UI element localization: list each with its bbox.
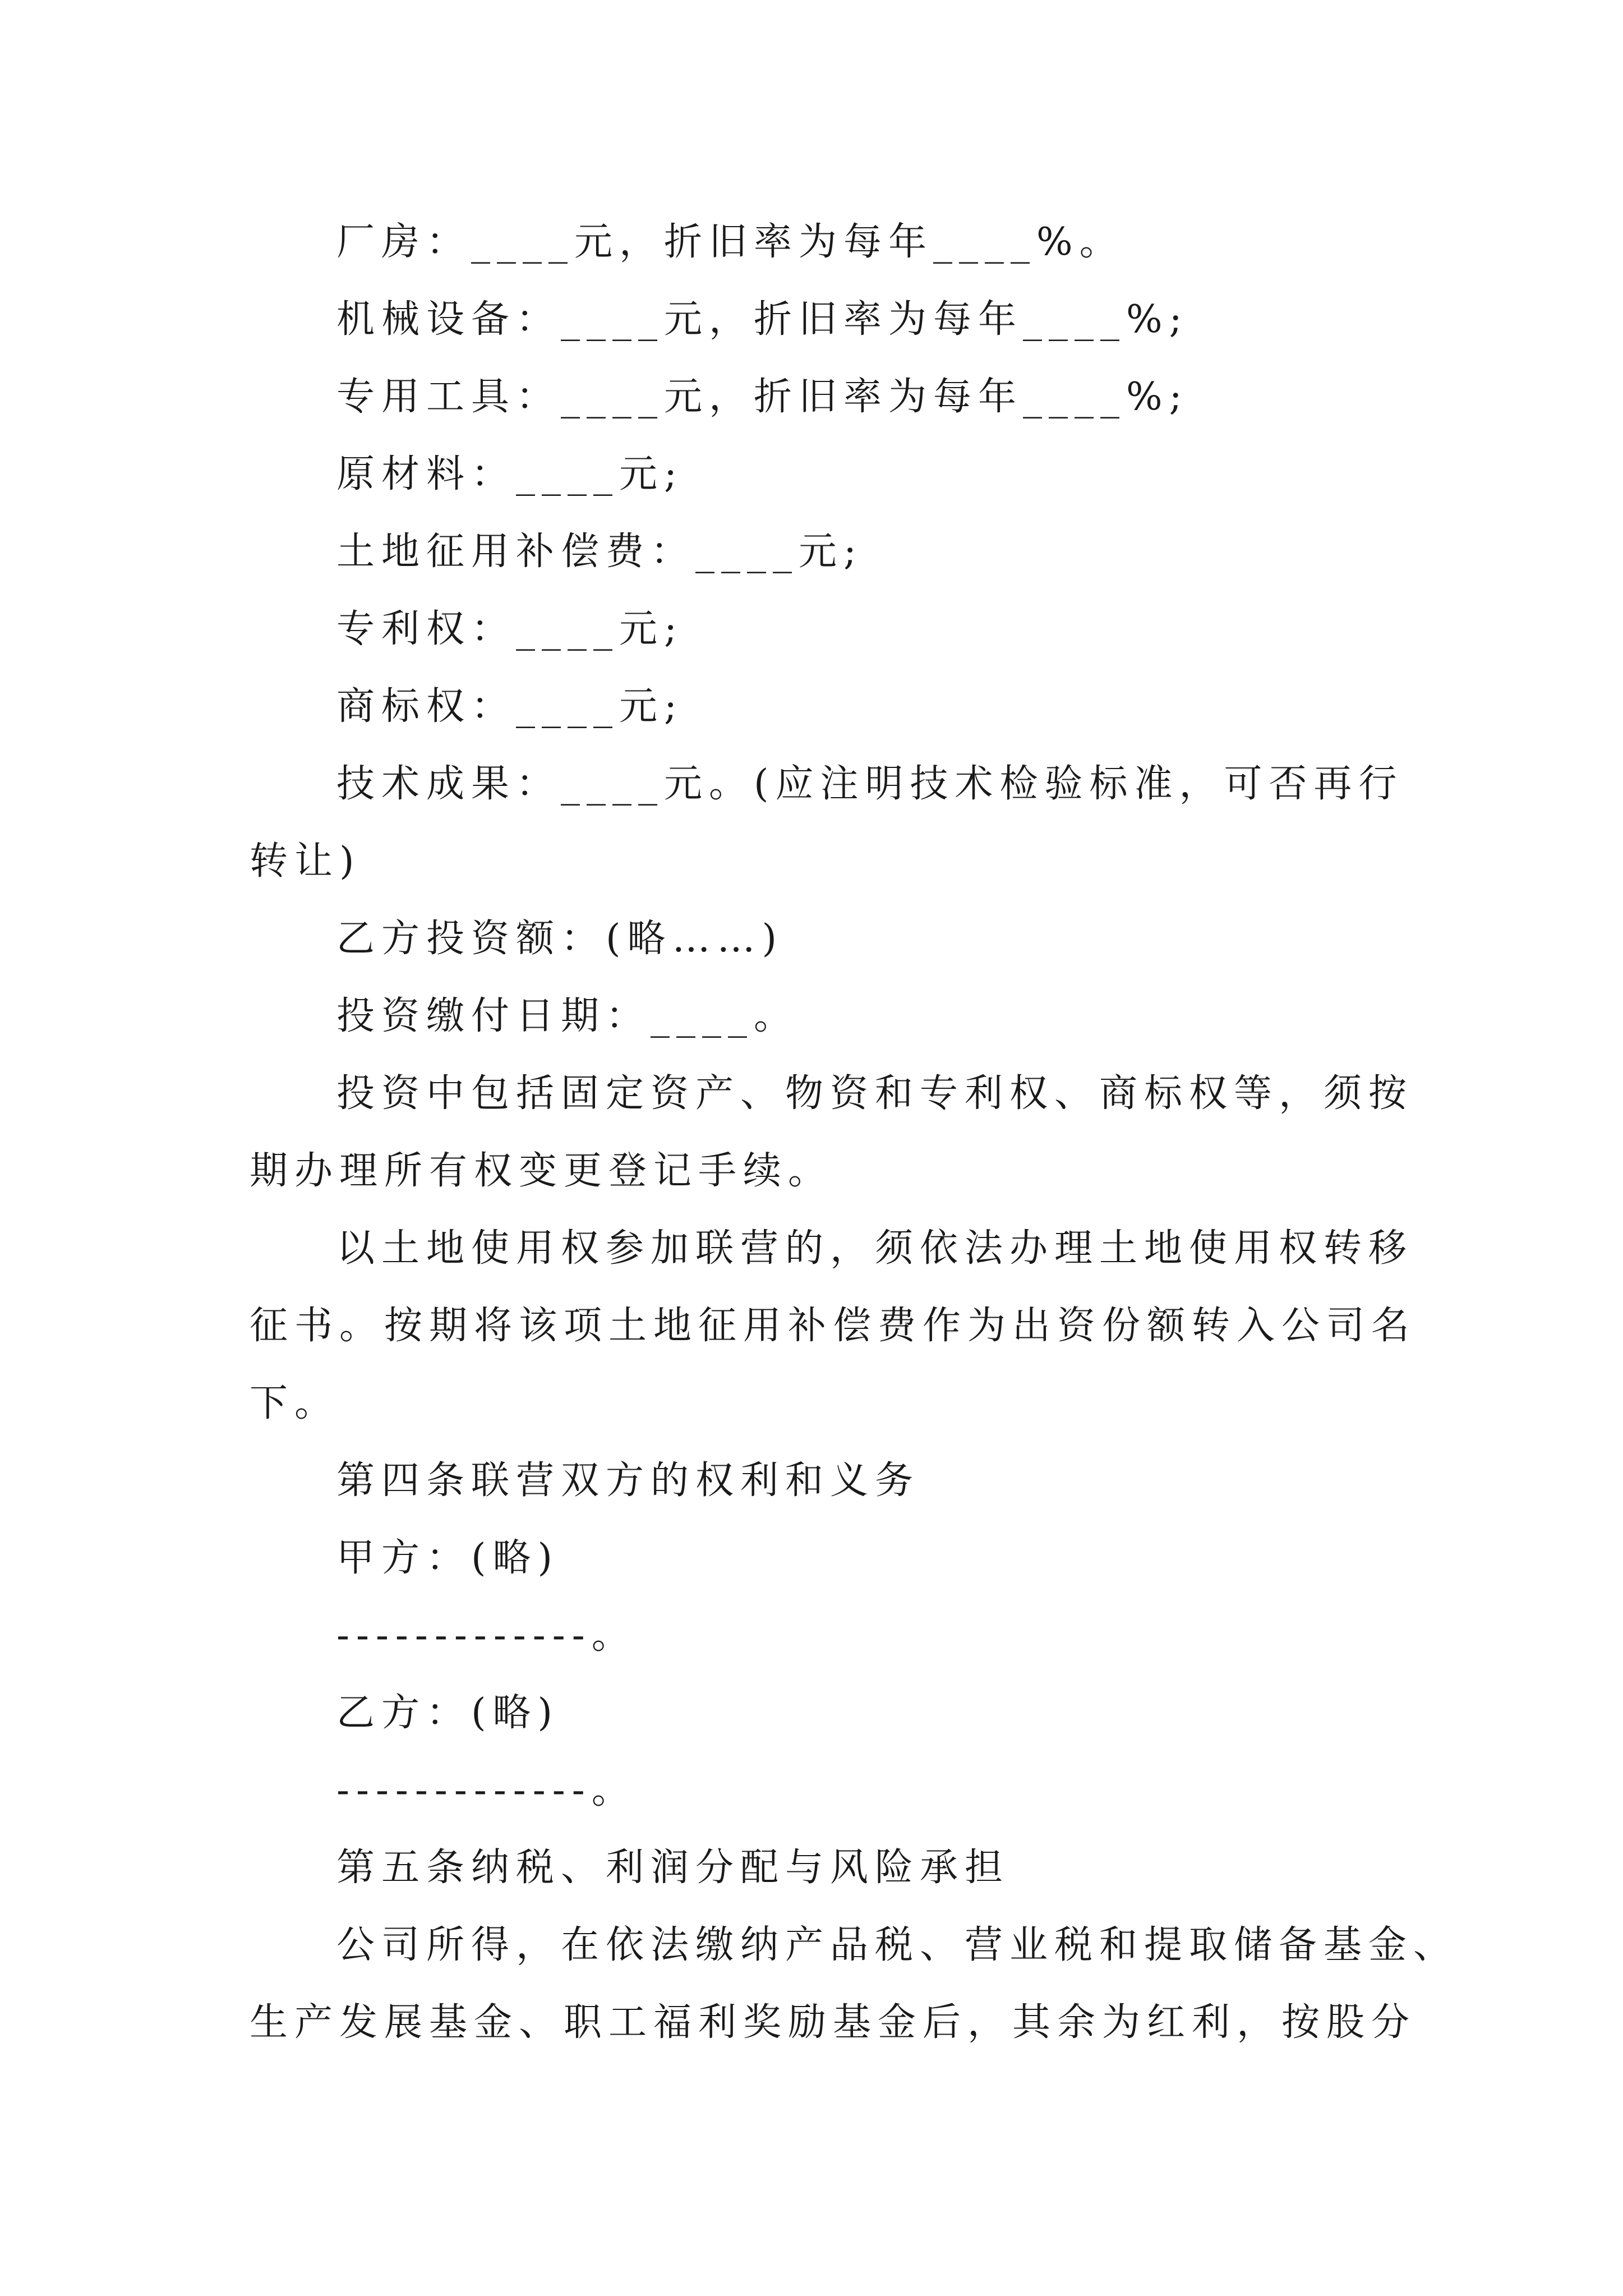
text-line: 投资缴付日期：____。 (336, 994, 799, 1038)
text-line: 甲方：(略) (336, 1536, 560, 1580)
text-line: 公司所得，在依法缴纳产品税、营业税和提取储备基金、 (336, 1923, 1459, 1967)
text-line: -------------。 (336, 1768, 637, 1812)
text-line: 专利权：____元; (336, 607, 684, 651)
text-line: 转让) (250, 839, 361, 884)
text-line: 以土地使用权参加联营的，须依法办理土地使用权转移 (336, 1226, 1414, 1271)
text-line: 土地征用补偿费：____元; (336, 530, 863, 574)
text-line: -------------。 (336, 1613, 637, 1658)
text-line: 厂房：____元，折旧率为每年____%。 (336, 220, 1124, 264)
text-line: 征书。按期将该项土地征用补偿费作为出资份额转入公司名 (250, 1304, 1417, 1348)
text-line: 投资中包括固定资产、物资和专利权、商标权等，须按 (336, 1071, 1414, 1116)
text-line: 期办理所有权变更登记手续。 (250, 1149, 833, 1193)
text-line: 机械设备：____元，折旧率为每年____%; (336, 297, 1189, 342)
text-line: 乙方：(略) (336, 1691, 560, 1735)
text-line: 技术成果：____元。(应注明技术检验标准，可否再行 (336, 762, 1404, 806)
section-heading: 第四条联营双方的权利和义务 (336, 1458, 920, 1503)
text-line: 下。 (250, 1381, 340, 1425)
text-line: 乙方投资额：(略……) (336, 917, 784, 961)
section-heading: 第五条纳税、利润分配与风险承担 (336, 1846, 1010, 1890)
text-line: 原材料：____元; (336, 452, 684, 496)
text-line: 商标权：____元; (336, 684, 684, 729)
text-line: 生产发展基金、职工福利奖励基金后，其余为红利，按股分 (250, 2000, 1417, 2045)
text-line: 专用工具：____元，折旧率为每年____%; (336, 375, 1189, 419)
